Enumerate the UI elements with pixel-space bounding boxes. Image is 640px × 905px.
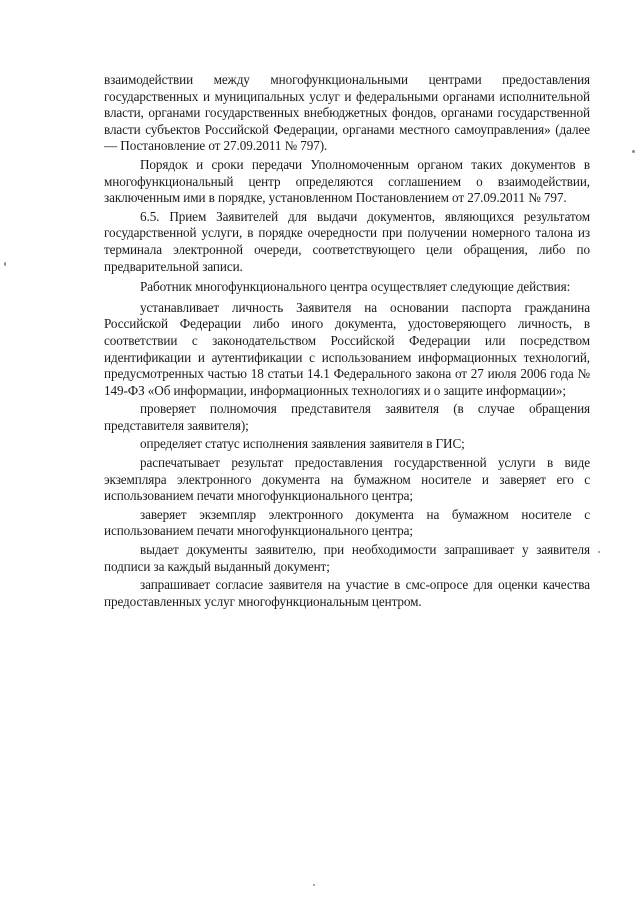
action-certify-copy: заверяет экземпляр электронного документа на бумажном носителе с использованием печати многофункционального центра; <box>104 506 590 539</box>
action-identity-check: устанавливает личность Заявителя на основании паспорта гражданина Российской Федерации либо иного документа, удостоверяющего личность, в соответствии с законодательством Российской Федерации или посредством идентификации и аутентификации с использованием информационных технологий, предусмотренных частью 18 статьи 14.1 Федерального закона от 27 июля 2006 года № 149-ФЗ «Об информации, информационных технологиях и о защите информации»; <box>104 299 590 398</box>
action-check-authority: проверяет полномочия представителя заявителя (в случае обращения представителя заявителя); <box>104 401 590 433</box>
scan-speck <box>632 150 635 153</box>
action-sms-survey: запрашивает согласие заявителя на участие в смс-опросе для оценки качества предоставленных услуг многофункциональным центром. <box>104 577 590 609</box>
scan-speck <box>313 884 315 886</box>
paragraph-6-5: 6.5. Прием Заявителей для выдачи документов, являющихся результатом государственной услуги, в порядке очередности при получении номерного талона из терминала электронной очереди, соответствующего цели обращения, либо по предварительной записи. <box>104 208 590 274</box>
action-print-result: распечатывает результат предоставления государственной услуги в виде экземпляра электронного документа на бумажном носителе и заверяет его с использованием печати многофункционального центра; <box>104 455 590 504</box>
document-body <box>104 72 590 610</box>
action-check-status: определяет статус исполнения заявления заявителя в ГИС; <box>140 436 465 452</box>
action-issue-documents: выдает документы заявителю, при необходимости запрашивает у заявителя подписи за каждый выданный документ; <box>104 542 590 574</box>
paragraph-interaction-resolution: взаимодействии между многофункциональными центрами предоставления государственных и муниципальных услуг и федеральными органами исполнительной власти, органами государственных внебюджетных фондов, органами государственной власти субъектов Российской Федерации, органами местного самоуправления» (далее — Постановление от 27.09.2011 № 797). <box>104 72 590 154</box>
paragraph-transfer-order: Порядок и сроки передачи Уполномоченным органом таких документов в многофункциональный центр определяются соглашением о взаимодействии, заключенным ими в порядке, установленном Постановлением от 27.09.2011 № 797. <box>104 156 590 206</box>
paragraph-worker-actions: Работник многофункционального центра осуществляет следующие действия: <box>140 279 571 295</box>
scan-speck <box>4 262 6 266</box>
scan-speck <box>598 551 600 553</box>
